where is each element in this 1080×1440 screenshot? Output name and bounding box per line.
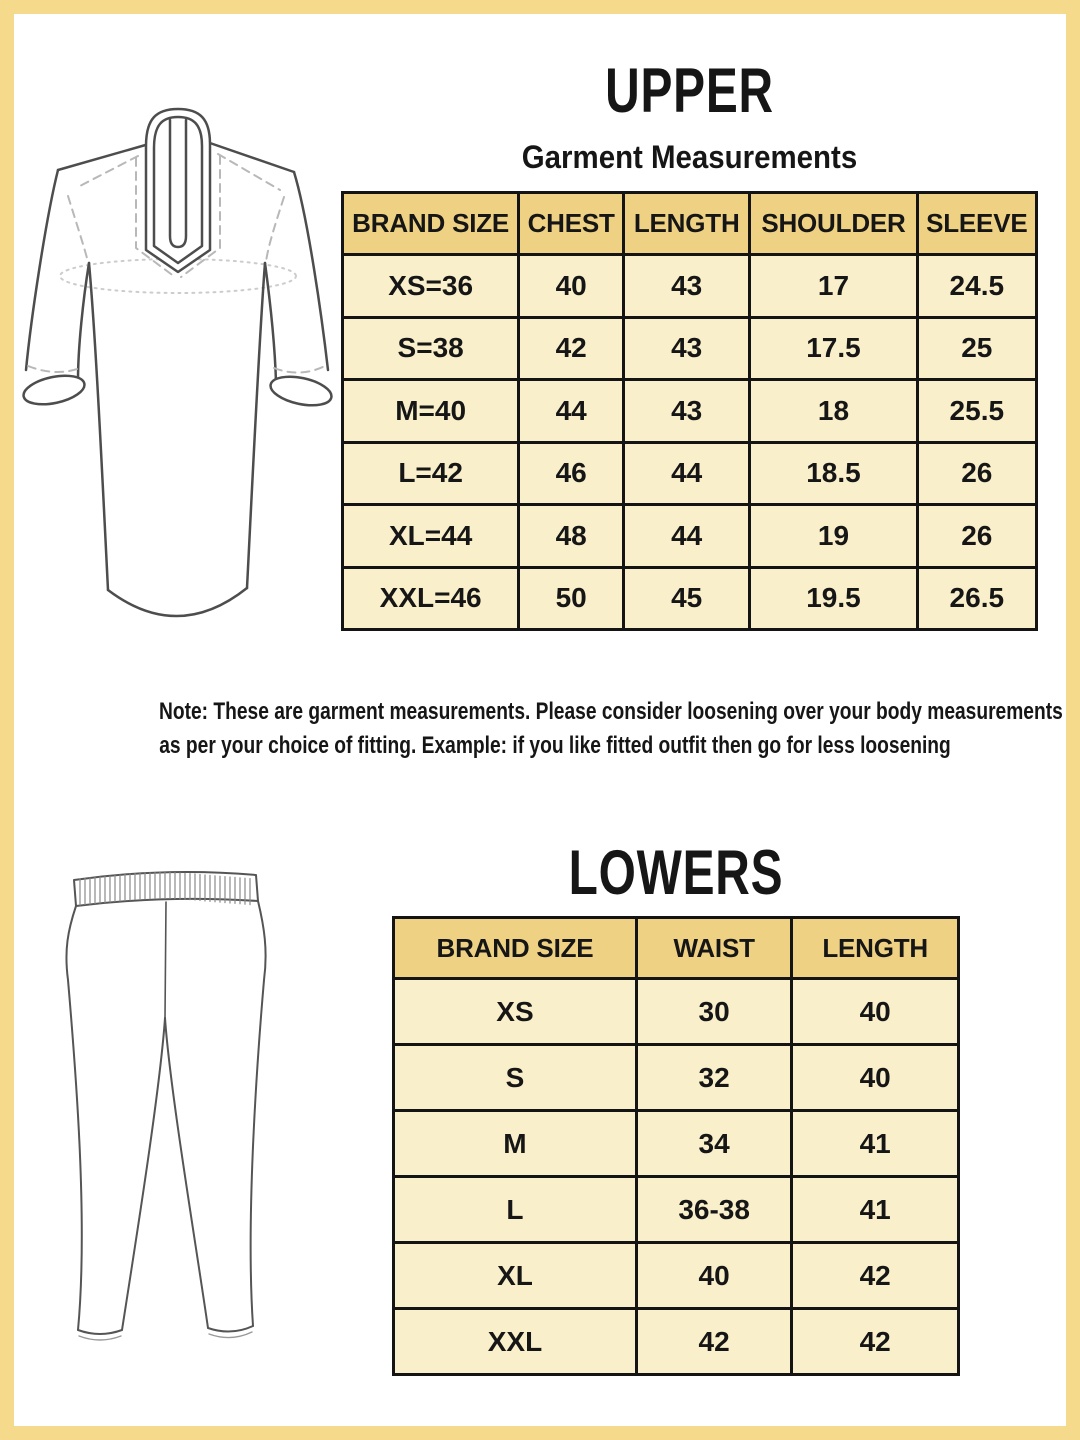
column-header-length: LENGTH — [624, 193, 750, 255]
table-cell: 42 — [519, 317, 624, 380]
table-cell: S — [394, 1045, 637, 1111]
upper-measurements-table — [341, 191, 1038, 631]
column-header-chest: CHEST — [519, 193, 624, 255]
table-cell: M=40 — [343, 380, 519, 443]
table-cell: 17 — [750, 255, 917, 318]
table-cell: L — [394, 1177, 637, 1243]
table-row — [343, 567, 1037, 630]
table-cell: 48 — [519, 505, 624, 568]
table-row — [343, 255, 1037, 318]
table-cell: 42 — [792, 1243, 959, 1309]
upper-section-title: UPPER — [605, 56, 774, 126]
column-header-brand-size: BRAND SIZE — [343, 193, 519, 255]
table-cell: 40 — [519, 255, 624, 318]
table-row — [343, 317, 1037, 380]
table-cell: 17.5 — [750, 317, 917, 380]
table-cell: 45 — [624, 567, 750, 630]
table-cell: 26 — [917, 442, 1036, 505]
table-cell: 25 — [917, 317, 1036, 380]
table-cell: S=38 — [343, 317, 519, 380]
table-cell: 34 — [636, 1111, 791, 1177]
column-header-brand-size: BRAND SIZE — [394, 918, 637, 979]
table-cell: XL — [394, 1243, 637, 1309]
table-cell: XXL=46 — [343, 567, 519, 630]
table-cell: 40 — [792, 979, 959, 1045]
table-cell: 19.5 — [750, 567, 917, 630]
table-row — [394, 979, 959, 1045]
table-cell: 40 — [636, 1243, 791, 1309]
table-cell: 44 — [624, 505, 750, 568]
table-cell: 40 — [792, 1045, 959, 1111]
table-cell: XL=44 — [343, 505, 519, 568]
table-cell: 42 — [792, 1309, 959, 1375]
lower-table-header-row — [394, 918, 959, 979]
kurta-illustration — [18, 100, 338, 660]
table-cell: 18.5 — [750, 442, 917, 505]
table-row — [394, 1111, 959, 1177]
table-cell: 43 — [624, 317, 750, 380]
table-row — [343, 505, 1037, 568]
table-cell: 26.5 — [917, 567, 1036, 630]
table-cell: 26 — [917, 505, 1036, 568]
note-line-2: as per your choice of fitting. Example: if you like fitted outfit then go for less loosening — [159, 732, 951, 759]
table-cell: 44 — [624, 442, 750, 505]
table-row — [394, 1309, 959, 1375]
column-header-shoulder: SHOULDER — [750, 193, 917, 255]
table-cell: 25.5 — [917, 380, 1036, 443]
table-row — [394, 1177, 959, 1243]
table-cell: 44 — [519, 380, 624, 443]
table-cell: 18 — [750, 380, 917, 443]
table-row — [343, 380, 1037, 443]
table-row — [343, 442, 1037, 505]
column-header-length: LENGTH — [792, 918, 959, 979]
upper-section-subtitle: Garment Measurements — [521, 139, 858, 175]
table-cell: XS — [394, 979, 637, 1045]
table-cell: 42 — [636, 1309, 791, 1375]
column-header-waist: WAIST — [636, 918, 791, 979]
measurement-note — [159, 695, 1063, 763]
table-cell: 46 — [519, 442, 624, 505]
lower-section-title: LOWERS — [568, 838, 784, 908]
table-cell: 41 — [792, 1177, 959, 1243]
table-cell: 19 — [750, 505, 917, 568]
table-row — [394, 1243, 959, 1309]
table-cell: 50 — [519, 567, 624, 630]
table-cell: 43 — [624, 380, 750, 443]
table-cell: 36-38 — [636, 1177, 791, 1243]
note-line-1: Note: These are garment measurements. Please consider loosening over your body measurements — [159, 698, 1063, 725]
table-row — [394, 1045, 959, 1111]
table-cell: 41 — [792, 1111, 959, 1177]
column-header-sleeve: SLEEVE — [917, 193, 1036, 255]
table-cell: XS=36 — [343, 255, 519, 318]
table-cell: XXL — [394, 1309, 637, 1375]
table-cell: 24.5 — [917, 255, 1036, 318]
table-cell: L=42 — [343, 442, 519, 505]
pants-illustration — [50, 858, 280, 1358]
lower-measurements-table — [392, 916, 960, 1376]
table-cell: M — [394, 1111, 637, 1177]
table-cell: 43 — [624, 255, 750, 318]
table-cell: 30 — [636, 979, 791, 1045]
table-cell: 32 — [636, 1045, 791, 1111]
upper-table-header-row — [343, 193, 1037, 255]
